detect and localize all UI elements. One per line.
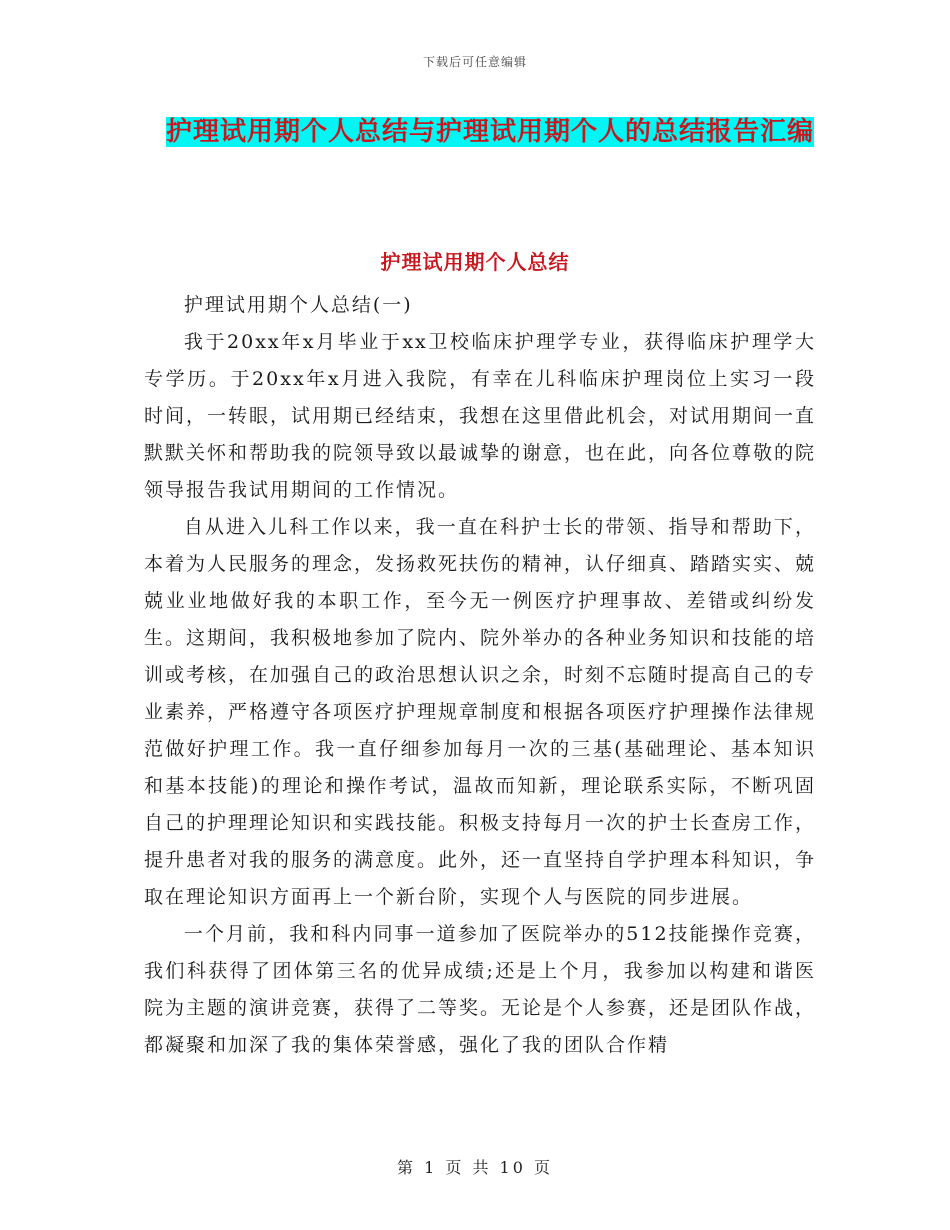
paragraph: 一个月前，我和科内同事一道参加了医院举办的512技能操作竞赛，我们科获得了团体第三名的优异成绩;还是上个月，我参加以构建和谐医院为主题的演讲竞赛，获得了二等奖。无论是个人参赛，还是团队作战，都凝聚和加深了我的集体荣誉感，强化了我的团队合作精 bbox=[144, 923, 817, 1056]
section-title: 护理试用期个人总结 bbox=[380, 250, 570, 274]
paragraph: 自从进入儿科工作以来，我一直在科护士长的带领、指导和帮助下，本着为人民服务的理念，发扬救死扶伤的精神，认仔细真、踏踏实实、兢兢业业地做好我的本职工作，至今无一例医疗护理事故、差错或纠纷发生。这期间，我积极地参加了院内、院外举办的各种业务知识和技能的培训或考核，在加强自己的政治思想认识之余，时刻不忘随时提高自己的专业素养，严格遵守各项医疗护理规章制度和根据各项医疗护理操作法律规范做好护理工作。我一直仔细参加每月一次的三基(基础理论、基本知识和基本技能)的理论和操作考试，温故而知新，理论联系实际，不断巩固自己的护理理论知识和实践技能。积极支持每月一次的护士长查房工作，提升患者对我的服务的满意度。此外，还一直坚持自学护理本科知识，争取在理论知识方面再上一个新台阶，实现个人与医院的同步进展。 bbox=[144, 516, 817, 908]
main-title-text: 护理试用期个人总结与护理试用期个人的总结报告汇编 bbox=[165, 117, 814, 147]
body-text bbox=[144, 287, 816, 1064]
paragraph-subheading: 护理试用期个人总结(一) bbox=[183, 294, 413, 316]
paragraph: 我于20xx年x月毕业于xx卫校临床护理学专业，获得临床护理学大专学历。于20xx年x月进入我院，有幸在儿科临床护理岗位上实习一段时间，一转眼，试用期已经结束，我想在这里借此机会，对试用期间一直默默关怀和帮助我的院领导致以最诚挚的谢意，也在此，向各位尊敬的院领导报告我试用期间的工作情况。 bbox=[144, 331, 817, 501]
main-title bbox=[160, 108, 820, 156]
header-note: 下载后可任意编辑 bbox=[422, 55, 527, 69]
page-indicator: 第 1 页 共 10 页 bbox=[397, 1158, 553, 1177]
